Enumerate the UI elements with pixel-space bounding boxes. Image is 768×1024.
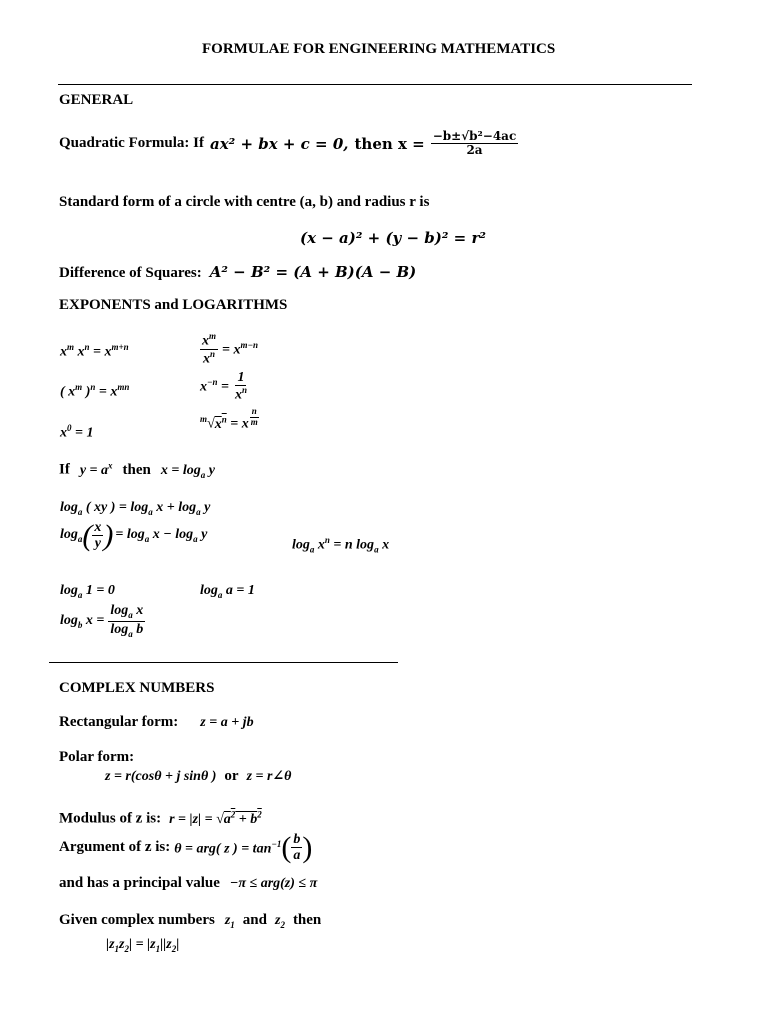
circle-text: Standard form of a circle with centre (a, b) and radius r is: [59, 194, 430, 210]
log-change-of-base: $\log_b x$ = $\frac{\log_a x}{\log_a b}$: [60, 603, 144, 639]
polar-or: or: [224, 768, 239, 784]
circle-equation: (x − a)² + (y − b)² = r²: [300, 229, 486, 247]
log-definition: If $y = a^x$ then $x = \log_a y$: [59, 460, 215, 480]
squares-equation: A² − B² = (A + B)(A − B): [209, 263, 417, 281]
given-complex: Given complex numbers $z_1$ and $z_2$ then: [59, 912, 322, 930]
quadratic-equation: ax² + bx + c = 0,: [209, 134, 349, 153]
difference-of-squares: [59, 263, 416, 282]
page-title: FORMULAE FOR ENGINEERING MATHEMATICS: [202, 41, 556, 57]
principal-value: [59, 874, 317, 892]
argument-label: Argument of z is:: [59, 839, 171, 856]
log-one-rule: $\log_a 1 = 0$: [60, 583, 115, 600]
quadratic-denominator: 2a: [466, 143, 483, 158]
quadratic-then: then x =: [354, 134, 425, 153]
quadratic-label: Quadratic Formula: If: [59, 135, 204, 152]
section-heading-exponents: EXPONENTS and LOGARITHMS: [59, 297, 288, 313]
exp-product-rule: $x^m$ $x^n = x^{m+n}$: [60, 342, 129, 360]
section-heading-complex: COMPLEX NUMBERS: [59, 680, 215, 696]
modulus-product: $|z_1z_2| = |z_1||z_2|$: [106, 937, 180, 954]
quadratic-formula: [59, 130, 518, 157]
quadratic-numerator: −b±√b²−4ac: [432, 129, 517, 143]
polar-form: [105, 767, 291, 785]
title-divider: [58, 84, 692, 85]
principal-equation: −π ≤ arg(z) ≤ π: [229, 876, 318, 891]
given-then: then: [292, 912, 322, 928]
log-quotient-rule: $\log_a$ ( $\frac{x}{y}$ ) = $\log_a x - \log_a y$: [60, 518, 208, 552]
if-label: If: [59, 461, 70, 478]
exp-negative-rule: $x^{-n}$ = $\frac{1}{x^n}$: [200, 370, 247, 404]
section-heading-general: GENERAL: [59, 92, 134, 108]
modulus-label: Modulus of z is:: [59, 810, 162, 827]
principal-label: and has a principal value: [59, 875, 220, 891]
rect-equation: z = a + jb: [200, 715, 254, 730]
exp-zero-rule: $x^0 = 1$: [60, 423, 94, 441]
exp-power-rule: ( $x^m$ )$^n = x^{mn}$: [60, 382, 130, 400]
section-divider: [49, 662, 398, 663]
polar-equation-2: z = r∠θ: [246, 769, 292, 784]
quadratic-fraction: [431, 130, 519, 157]
then-label: then: [122, 461, 151, 478]
log-base-rule: $\log_a a = 1$: [200, 583, 255, 600]
given-and: and: [242, 912, 267, 928]
polar-equation-1: z = r(cosθ + j sinθ ): [105, 769, 217, 784]
given-label: Given complex numbers: [59, 912, 215, 928]
log-product-rule: $\log_a$ ( xy ) = $\log_a x + \log_a y$: [60, 500, 211, 517]
modulus: Modulus of z is: $r = |z| = √a^2 + b^2$: [59, 809, 262, 827]
polar-label: Polar form:: [59, 749, 135, 765]
argument: Argument of z is: θ = arg( z ) = $\tan^{-1}$ ( $\frac{b}{a}$ ): [59, 830, 313, 864]
squares-label: Difference of Squares:: [59, 265, 202, 281]
rect-label: Rectangular form:: [59, 714, 179, 730]
exp-quotient-rule: $\frac{x^m}{x^n}$ = $x^{m-n}$: [202, 331, 258, 367]
exp-root-rule: $^m√x^n = x$ $\frac{n}{m}$: [200, 405, 258, 432]
rectangular-form: [59, 713, 254, 731]
log-power-rule: $\log_a x^n = n$ $\log_a x$: [292, 535, 390, 555]
